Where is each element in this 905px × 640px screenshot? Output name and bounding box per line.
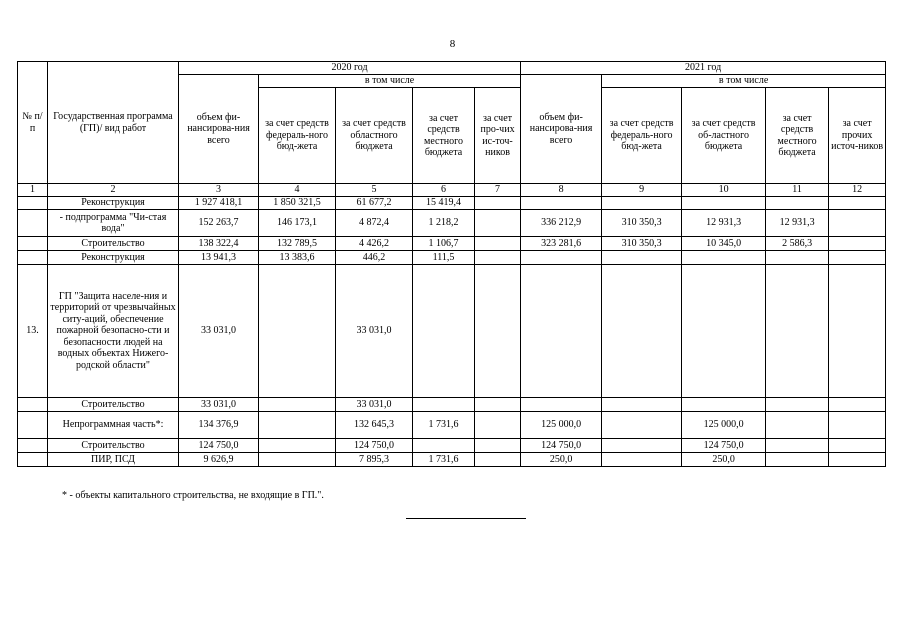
row-name: - подпрограмма "Чи-стая вода" [48,210,179,237]
value-cell [475,251,521,265]
value-cell [829,398,886,412]
column-number: 9 [602,184,682,197]
value-cell [475,439,521,453]
value-cell: 4 872,4 [336,210,413,237]
value-cell: 152 263,7 [179,210,259,237]
value-cell: 1 731,6 [413,453,475,467]
value-cell [829,251,886,265]
value-cell [602,439,682,453]
table-row [18,398,886,412]
value-cell: 446,2 [336,251,413,265]
value-cell: 250,0 [521,453,602,467]
header-row-years [18,62,886,75]
value-cell: 33 031,0 [179,398,259,412]
value-cell [259,265,336,398]
header-regional-2021: за счет средств об-ластного бюджета [682,88,766,184]
value-cell: 10 345,0 [682,237,766,251]
row-number [18,453,48,467]
value-cell: 12 931,3 [682,210,766,237]
value-cell [682,251,766,265]
value-cell [602,398,682,412]
value-cell [475,398,521,412]
value-cell: 310 350,3 [602,237,682,251]
value-cell: 2 586,3 [766,237,829,251]
header-local-2020: за счет средств местного бюджета [413,88,475,184]
table-row [18,210,886,237]
value-cell: 124 750,0 [682,439,766,453]
row-name: Реконструкция [48,251,179,265]
financing-table [17,61,886,467]
value-cell [475,412,521,439]
header-program: Государственная программа (ГП)/ вид работ [48,62,179,184]
table-row [18,237,886,251]
header-no: № п/п [18,62,48,184]
value-cell [829,412,886,439]
row-name: Непрограммная часть*: [48,412,179,439]
row-name: Строительство [48,398,179,412]
column-number: 12 [829,184,886,197]
column-number: 5 [336,184,413,197]
value-cell: 33 031,0 [336,265,413,398]
value-cell [829,210,886,237]
value-cell: 310 350,3 [602,210,682,237]
column-number: 7 [475,184,521,197]
row-name: ПИР, ПСД [48,453,179,467]
value-cell [602,412,682,439]
value-cell: 15 419,4 [413,197,475,210]
value-cell: 61 677,2 [336,197,413,210]
value-cell [259,439,336,453]
value-cell [521,398,602,412]
value-cell [766,265,829,398]
value-cell [413,398,475,412]
header-year-2021: 2021 год [521,62,886,75]
row-number [18,412,48,439]
footnote: * - объекты капитального строительства, не входящие в ГП.". [62,490,324,501]
value-cell: 125 000,0 [521,412,602,439]
table-row [18,453,886,467]
table-row [18,251,886,265]
header-other-2020: за счет про-чих ис-точ-ников [475,88,521,184]
column-number: 2 [48,184,179,197]
value-cell: 146 173,1 [259,210,336,237]
value-cell [766,398,829,412]
value-cell [682,265,766,398]
value-cell [259,398,336,412]
page-number: 8 [449,38,456,50]
header-total-2020: объем фи-нансирова-ния всего [179,75,259,184]
value-cell [766,412,829,439]
column-number: 11 [766,184,829,197]
header-federal-2020: за счет средств федераль-ного бюд-жета [259,88,336,184]
value-cell [413,265,475,398]
row-name: Строительство [48,237,179,251]
end-rule [406,518,526,519]
header-local-2021: за счет средств местного бюджета [766,88,829,184]
column-number: 1 [18,184,48,197]
header-year-2020: 2020 год [179,62,521,75]
row-number [18,237,48,251]
value-cell: 132 645,3 [336,412,413,439]
value-cell: 124 750,0 [179,439,259,453]
value-cell: 125 000,0 [682,412,766,439]
table-row [18,197,886,210]
row-name: ГП "Защита населе-ния и территорий от чрезвычайных ситу-аций, обеспечение пожарной безопасно-сти и безопасности людей на водных объектах Нижего-родской области" [48,265,179,398]
value-cell [766,197,829,210]
value-cell [475,453,521,467]
value-cell [766,453,829,467]
value-cell: 1 218,2 [413,210,475,237]
row-number [18,251,48,265]
value-cell: 1 731,6 [413,412,475,439]
value-cell [682,197,766,210]
value-cell: 9 626,9 [179,453,259,467]
row-name: Реконструкция [48,197,179,210]
value-cell [521,197,602,210]
value-cell [259,453,336,467]
header-other-2021: за счет прочих источ-ников [829,88,886,184]
header-including-2021: в том числе [602,75,886,88]
value-cell [521,251,602,265]
value-cell: 250,0 [682,453,766,467]
value-cell: 33 031,0 [179,265,259,398]
value-cell: 336 212,9 [521,210,602,237]
row-number [18,398,48,412]
column-number: 8 [521,184,602,197]
row-number [18,439,48,453]
header-federal-2021: за счет средств федераль-ного бюд-жета [602,88,682,184]
row-name: Строительство [48,439,179,453]
column-number: 10 [682,184,766,197]
value-cell: 12 931,3 [766,210,829,237]
value-cell [766,251,829,265]
value-cell: 13 383,6 [259,251,336,265]
value-cell [413,439,475,453]
column-number: 6 [413,184,475,197]
value-cell: 4 426,2 [336,237,413,251]
value-cell [602,197,682,210]
value-cell [475,210,521,237]
value-cell [602,265,682,398]
value-cell: 134 376,9 [179,412,259,439]
value-cell: 124 750,0 [336,439,413,453]
value-cell: 124 750,0 [521,439,602,453]
value-cell [829,237,886,251]
value-cell [521,265,602,398]
header-including-2020: в том числе [259,75,521,88]
value-cell: 138 322,4 [179,237,259,251]
table-row [18,412,886,439]
table-body [18,62,886,467]
header-row-column-numbers [18,184,886,197]
value-cell [829,197,886,210]
value-cell [602,251,682,265]
header-total-2021: объем фи-нансирова-ния всего [521,75,602,184]
value-cell: 1 927 418,1 [179,197,259,210]
value-cell [829,439,886,453]
value-cell: 7 895,3 [336,453,413,467]
value-cell [475,237,521,251]
value-cell: 323 281,6 [521,237,602,251]
value-cell [829,453,886,467]
value-cell [475,265,521,398]
value-cell [682,398,766,412]
value-cell: 1 106,7 [413,237,475,251]
value-cell [475,197,521,210]
value-cell [829,265,886,398]
value-cell [259,412,336,439]
column-number: 3 [179,184,259,197]
value-cell: 1 850 321,5 [259,197,336,210]
table-row [18,265,886,398]
value-cell: 13 941,3 [179,251,259,265]
value-cell: 132 789,5 [259,237,336,251]
column-number: 4 [259,184,336,197]
row-number: 13. [18,265,48,398]
row-number [18,197,48,210]
value-cell [602,453,682,467]
header-regional-2020: за счет средств областного бюджета [336,88,413,184]
value-cell [766,439,829,453]
table-row [18,439,886,453]
value-cell: 33 031,0 [336,398,413,412]
value-cell: 111,5 [413,251,475,265]
row-number [18,210,48,237]
